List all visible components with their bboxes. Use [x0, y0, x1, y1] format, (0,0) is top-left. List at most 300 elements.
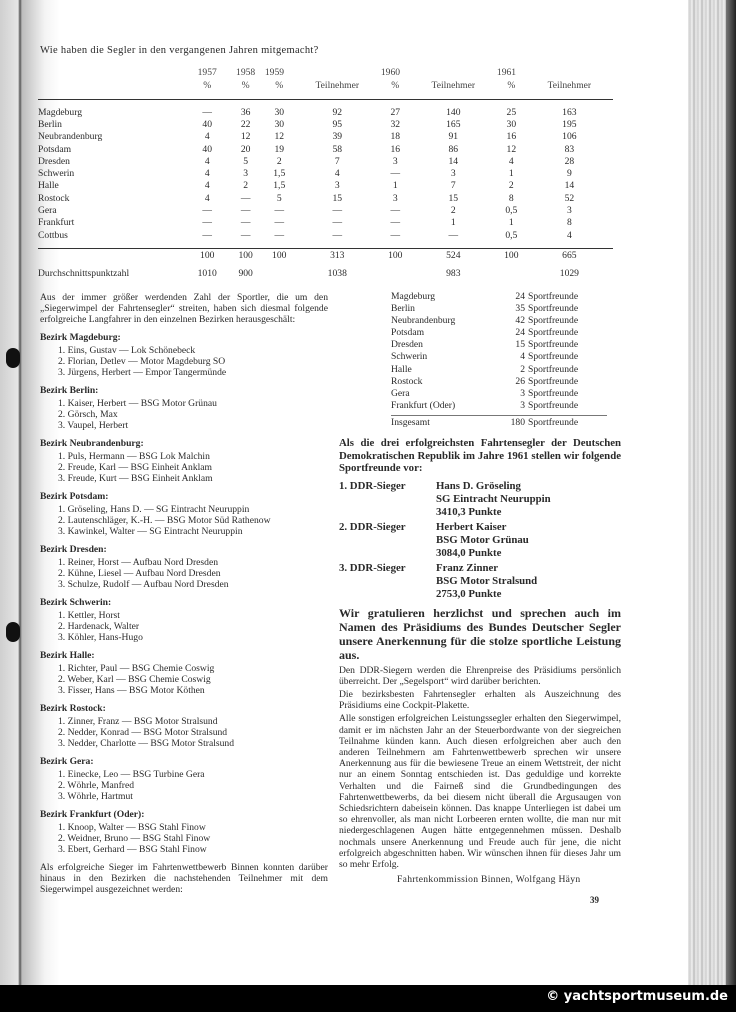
table-cell: 3 [392, 155, 398, 167]
pennant-row [391, 303, 607, 315]
district-lists [40, 332, 328, 855]
table-cell: 39 [332, 131, 343, 143]
table-cell: — [240, 192, 251, 204]
table-cell: 30 [274, 106, 285, 118]
table-cell: 2 [508, 180, 514, 192]
pennant-unit: Sportfreunde [528, 363, 579, 375]
district-entry: 2. Weidner, Bruno — BSG Stahl Finow [58, 833, 211, 844]
district-heading: Bezirk Neubrandenburg: [40, 438, 144, 449]
district-entry: 3. Schulze, Rudolf — Aufbau Nord Dresden [58, 579, 229, 590]
district-heading: Bezirk Berlin: [40, 385, 99, 396]
table-cell: 15 [448, 192, 459, 204]
pennant-unit: Sportfreunde [528, 339, 579, 351]
congratulations-heading: Wir gratulieren herzlichst und sprechen auch im Namen des Präsidiums des Bundes Deutscher Segler unsere Anerkennung für die stolze sportliche Leistung aus. [339, 605, 621, 662]
district-entry: 1. Kettler, Horst [58, 610, 120, 621]
total-cell: 100 [388, 249, 403, 261]
table-cell: 4 [204, 180, 210, 192]
table-cell: 2 [450, 205, 456, 217]
table-cell: 25 [506, 106, 517, 118]
pennant-total: Insgesamt [391, 416, 430, 428]
table-cell: — [202, 229, 212, 241]
table-row [38, 155, 613, 167]
table-cell: 140 [446, 106, 461, 118]
participation-table [38, 66, 613, 280]
table-cell: 7 [334, 155, 340, 167]
pennant-count: 26 [515, 375, 525, 387]
pennant-count: 42 [515, 315, 525, 327]
winner-line: 2753,0 Punkte [436, 587, 502, 600]
district-name: Gera [391, 387, 410, 399]
district-entry: 1. Knoop, Walter — BSG Stahl Finow [58, 822, 206, 833]
district-entry: 1. Einecke, Leo — BSG Turbine Gera [58, 769, 205, 780]
district-block [40, 650, 328, 696]
district-name: Halle [38, 180, 59, 192]
unit-header: % [275, 80, 284, 91]
winner-line: Herbert Kaiser [436, 520, 507, 533]
district-name: Cottbus [38, 229, 68, 241]
winner-line: Franz Zinner [436, 561, 499, 574]
year-header: 1957 [197, 67, 217, 78]
district-block [40, 703, 328, 749]
rule-cell [188, 92, 226, 100]
table-cell: 8 [508, 192, 514, 204]
district-entry: 2. Weber, Karl — BSG Chemie Coswig [58, 674, 211, 685]
winner-line: BSG Motor Grünau [436, 533, 529, 546]
binder-hole [6, 622, 20, 642]
table-cell: 0,5 [505, 205, 518, 217]
year-header: 1958 [236, 67, 256, 78]
district-block [40, 597, 328, 643]
district-entry: 3. Wöhrle, Hartmut [58, 791, 133, 802]
table-row [38, 118, 613, 130]
table-cell: — [390, 217, 401, 229]
table-cell: 22 [240, 118, 251, 130]
district-entry: 2. Wöhrle, Manfred [58, 780, 135, 791]
year-header: 1961 [496, 67, 517, 78]
district-entry: 2. Kühne, Liesel — Aufbau Nord Dresden [58, 568, 221, 579]
total-cell: 100 [200, 249, 215, 261]
pennant-total: Sportfreunde [528, 416, 579, 428]
table-cell: 16 [506, 131, 517, 143]
winner-line: SG Eintracht Neuruppin [436, 492, 551, 505]
pennant-unit: Sportfreunde [528, 291, 579, 302]
pennant-unit: Sportfreunde [528, 303, 579, 315]
header-cell [38, 66, 188, 79]
table-cell: 4 [334, 168, 340, 180]
winner-entry [339, 562, 621, 601]
pennant-row [391, 327, 607, 339]
pennant-row [391, 291, 607, 303]
intro-paragraph: Aus der immer größer werdenden Zahl der Sportler, die um den „Siegerwimpel der Fahrtensegler“ streiten, haben sich diesmal folgende erfolgreiche Langfahrer in den einzelnen Bezirken herausgeschält: [40, 292, 328, 325]
binder-hole [6, 348, 20, 368]
district-heading: Bezirk Magdeburg: [40, 332, 121, 343]
watermark: © yachtsportmuseum.de [546, 989, 728, 1004]
table-cell: — [274, 229, 285, 241]
district-entry: 2. Freude, Karl — BSG Einheit Anklam [58, 462, 213, 473]
district-name: Neubrandenburg [391, 315, 456, 327]
district-entry: 1. Eins, Gustav — Lok Schönebeck [58, 345, 196, 356]
district-entry: 3. Köhler, Hans-Hugo [58, 632, 143, 643]
table-cell: 2 [276, 155, 282, 167]
table-cell: 19 [274, 143, 285, 155]
table-cell: 58 [332, 143, 343, 155]
table-cell: 195 [562, 118, 577, 130]
table-cell: 165 [446, 118, 461, 130]
district-entry: 1. Gröseling, Hans D. — SG Eintracht Neuruppin [58, 504, 250, 515]
district-name: Schwerin [38, 168, 75, 180]
table-cell: 32 [390, 118, 401, 130]
district-name: Magdeburg [38, 106, 83, 118]
winner-line: 3410,3 Punkte [436, 505, 502, 518]
table-cell: — [202, 205, 212, 217]
district-entry: 1. Richter, Paul — BSG Chemie Coswig [58, 663, 215, 674]
table-cell: 52 [564, 192, 575, 204]
district-block [40, 332, 328, 378]
page-number: 39 [590, 895, 599, 906]
table-cell: 30 [506, 118, 517, 130]
rule-cell [497, 241, 526, 249]
district-entry: 1. Reiner, Horst — Aufbau Nord Dresden [58, 557, 219, 568]
rule-cell [497, 92, 526, 100]
pennant-count: 4 [520, 351, 525, 363]
table-cell: 4 [204, 155, 210, 167]
district-name: Potsdam [391, 327, 425, 339]
table-cell: 12 [506, 143, 517, 155]
table-cell: 91 [448, 131, 459, 143]
table-cell: 1 [508, 168, 514, 180]
rule-cell [226, 241, 264, 249]
winner-details [436, 480, 551, 519]
pennant-row [391, 388, 607, 400]
district-entry: 3. Nedder, Charlotte — BSG Motor Stralsund [58, 738, 235, 749]
district-name: Berlin [38, 118, 62, 130]
district-entry: 3. Freude, Kurt — BSG Einheit Anklam [58, 473, 213, 484]
right-column [339, 291, 621, 905]
district-heading: Bezirk Dresden: [40, 544, 107, 555]
table-row [38, 204, 613, 216]
table-cell: 5 [276, 192, 282, 204]
district-entry: 3. Kawinkel, Walter — SG Eintracht Neuruppin [58, 526, 243, 537]
rule-cell [188, 241, 226, 249]
table-row [38, 229, 613, 241]
pennant-count: 2 [520, 363, 525, 375]
pennant-count-list [391, 291, 607, 429]
table-cell: 1,5 [273, 180, 286, 192]
outro-paragraph: Als erfolgreiche Sieger im Fahrtenwettbewerb Binnen konnten darüber hinaus in den Bezirken die nachstehenden Teilnehmer mit dem Siegerwimpel ausgezeichnet werden: [40, 862, 328, 895]
district-block [40, 809, 328, 855]
unit-header: % [391, 80, 400, 91]
district-block [40, 385, 328, 431]
table-cell: 8 [566, 217, 572, 229]
rule-cell [410, 92, 497, 100]
district-name: Frankfurt [38, 217, 75, 229]
district-block [40, 491, 328, 537]
pennant-count: 24 [515, 291, 525, 302]
table-cell: 86 [448, 143, 459, 155]
winners-heading: Als die drei erfolgreichsten Fahrtensegler der Deutschen Demokratischen Republik im Jahre 1961 stellen wir folgende Sportfreunde vor: [339, 437, 621, 475]
winner-line: 3084,0 Punkte [436, 546, 502, 559]
district-name: Rostock [38, 192, 70, 204]
pennant-unit: Sportfreunde [528, 351, 579, 363]
district-entry: 2. Lautenschläger, K.-H. — BSG Motor Süd Rathenow [58, 515, 271, 526]
table-cell: — [240, 217, 251, 229]
pennant-count: 3 [520, 387, 525, 399]
winner-place: 2. DDR-Sieger [339, 520, 406, 533]
year-header: 1959 [264, 67, 285, 78]
header-years-row [38, 66, 613, 79]
table-cell: 92 [332, 106, 343, 118]
district-block [40, 544, 328, 590]
table-row [38, 106, 613, 118]
table-cell: 27 [390, 106, 401, 118]
pennant-total: 180 [510, 416, 525, 428]
winner-place: 1. DDR-Sieger [339, 479, 406, 492]
total-cell: 100 [238, 249, 253, 261]
table-row [38, 180, 613, 192]
average-cell [265, 268, 294, 280]
signature: Fahrtenkommission Binnen, Wolfgang Häyn [397, 874, 581, 886]
district-name: Frankfurt (Oder) [391, 399, 456, 411]
table-question: Wie haben die Segler in den vergangenen Jahren mitgemacht? [40, 45, 319, 56]
table-cell: 16 [390, 143, 401, 155]
rule-cell [381, 92, 410, 100]
table-cell: 14 [564, 180, 575, 192]
body-text [339, 665, 621, 871]
table-cell: — [202, 106, 212, 118]
district-name: Schwerin [391, 351, 428, 363]
total-cell [38, 249, 188, 262]
rule-cell [526, 92, 613, 100]
unit-header: % [507, 80, 516, 91]
header-rule [38, 92, 613, 100]
pennant-unit: Sportfreunde [528, 315, 579, 327]
average-cell: Durchschnittspunktzahl [38, 268, 130, 280]
district-heading: Bezirk Frankfurt (Oder): [40, 809, 145, 820]
rule-cell [294, 241, 381, 249]
pennant-unit: Sportfreunde [528, 399, 579, 411]
district-entry: 2. Hardenack, Walter [58, 621, 140, 632]
district-entry: 1. Zinner, Franz — BSG Motor Stralsund [58, 716, 218, 727]
pennant-unit: Sportfreunde [528, 387, 579, 399]
average-cell: 1038 [327, 268, 347, 280]
totals-row [38, 249, 613, 262]
table-cell: 7 [450, 180, 456, 192]
average-cell [497, 268, 526, 280]
pennant-row [391, 376, 607, 388]
district-name: Dresden [391, 339, 423, 351]
district-entry: 2. Florian, Detlev — Motor Magdeburg SO [58, 356, 226, 367]
table-cell: — [202, 217, 212, 229]
year-header: 1960 [380, 67, 401, 78]
table-cell: 40 [202, 118, 212, 130]
book-page-edges [688, 0, 736, 985]
table-cell: 12 [274, 131, 285, 143]
table-cell: 4 [204, 192, 210, 204]
average-cell: 1029 [559, 268, 579, 280]
total-cell: 524 [446, 249, 461, 261]
pennant-unit: Sportfreunde [528, 375, 579, 387]
district-entry: 2. Görsch, Max [58, 409, 118, 420]
table-cell: 40 [202, 143, 212, 155]
district-entry: 3. Ebert, Gerhard — BSG Stahl Finow [58, 844, 207, 855]
district-name: Gera [38, 205, 57, 217]
table-cell: 4 [204, 168, 210, 180]
table-cell: 36 [240, 106, 251, 118]
rule-cell [38, 92, 188, 100]
table-cell: — [390, 229, 401, 241]
winners-list [339, 480, 621, 601]
district-block [40, 756, 328, 802]
district-name: Rostock [391, 375, 423, 387]
rule-cell [226, 92, 264, 100]
winner-line: BSG Motor Stralsund [436, 574, 538, 587]
table-cell: 106 [562, 131, 577, 143]
rule-cell [410, 241, 497, 249]
table-cell: — [332, 205, 343, 217]
header-cell [38, 79, 188, 92]
unit-header: Teilnehmer [315, 80, 360, 91]
pennant-row [391, 339, 607, 351]
pennant-count: 15 [515, 339, 525, 351]
table-cell: — [240, 229, 251, 241]
district-name: Dresden [38, 155, 70, 167]
pennant-row [391, 351, 607, 363]
table-cell: 3 [334, 180, 340, 192]
table-cell: 4 [204, 131, 210, 143]
pennant-total-row [391, 415, 607, 429]
table-cell: 2 [243, 180, 249, 192]
unit-header: Teilnehmer [547, 80, 592, 91]
winner-line: Hans D. Gröseling [436, 479, 521, 492]
table-cell: 1 [450, 217, 456, 229]
table-cell: 163 [562, 106, 577, 118]
table-row [38, 217, 613, 229]
district-entry: 1. Kaiser, Herbert — BSG Motor Grünau [58, 398, 217, 409]
unit-header: % [203, 80, 212, 91]
district-heading: Bezirk Gera: [40, 756, 94, 767]
body-paragraph: Alle sonstigen erfolgreichen Leistungssegler erhalten den Siegerwimpel, damit er im nächsten Jahr an der Steuerbordwante von der siegreichen Teilnahme künden kann. Auch diesen erfolgreichen aber auch den anderen Teilnehmern am Fahrtenwettbewerb sprechen wir unsere Anerkennung aus für die bewiesene Treue an einem Wettstreit, der nicht nur an einem Sonntag entschieden ist. Das geduldige und korrekte Verhalten und die Fairneß sind die Grundbedingungen des Fahrtenwettbewerbs, da bei diesem nicht überall die Argusaugen von Schiedsrichtern dabeisein können. Das knappe Unterliegen ist dabei um so ehrenvoller, als man nicht Lorbeeren ernten wollte, die man nur mit niedergeschlagenen Augen hätte entgegennehmen müssen. Deshalb nochmals unsere Anerkennung und Freude auch für jene, die nicht erfolgreich abgeschnitten haben. Wir wünschen ihnen für dieses Jahr um so mehr Erfolg. [339, 713, 621, 870]
table-cell: 30 [274, 118, 285, 130]
total-cell: 100 [504, 249, 519, 261]
totals-rule [38, 241, 613, 249]
table-cell: — [448, 229, 459, 241]
winner-details [436, 521, 529, 560]
rule-cell [265, 92, 294, 100]
rule-cell [265, 241, 294, 249]
winner-entry [339, 521, 621, 560]
district-entry: 2. Nedder, Konrad — BSG Motor Stralsund [58, 727, 228, 738]
table-cell: 18 [390, 131, 401, 143]
total-cell: 100 [272, 249, 287, 261]
table-cell: 12 [240, 131, 251, 143]
pennant-count: 35 [515, 303, 525, 315]
table-cell: — [390, 205, 401, 217]
pennant-row [391, 315, 607, 327]
district-entry: 3. Vaupel, Herbert [58, 420, 129, 431]
rule-cell [526, 241, 613, 249]
table-row [38, 131, 613, 143]
pennant-unit: Sportfreunde [528, 327, 579, 339]
pennant-row [391, 364, 607, 376]
table-cell: — [332, 217, 343, 229]
pennant-count: 3 [520, 399, 525, 411]
winner-details [436, 562, 537, 601]
total-cell: 313 [330, 249, 345, 261]
district-name: Neubrandenburg [38, 131, 103, 143]
left-column [40, 292, 328, 895]
pennant-count: 24 [515, 327, 525, 339]
table-cell: — [390, 168, 401, 180]
table-cell: 4 [508, 155, 514, 167]
table-cell: 3 [566, 205, 572, 217]
rule-cell [294, 92, 381, 100]
table-cell: — [274, 217, 285, 229]
table-cell: — [240, 205, 251, 217]
average-cell: 1010 [197, 268, 217, 280]
table-cell: 95 [332, 118, 343, 130]
average-cell: 983 [446, 268, 461, 280]
winner-place: 3. DDR-Sieger [339, 561, 406, 574]
table-cell: 1,5 [273, 168, 286, 180]
pennant-row [391, 400, 607, 412]
table-cell: 3 [450, 168, 456, 180]
table-row [38, 167, 613, 179]
rule-cell [381, 241, 410, 249]
table-cell: 9 [566, 168, 572, 180]
district-heading: Bezirk Rostock: [40, 703, 106, 714]
unit-header: Teilnehmer [431, 80, 476, 91]
table-cell: 1 [508, 217, 514, 229]
table-cell: — [274, 205, 285, 217]
district-entry: 3. Fisser, Hans — BSG Motor Köthen [58, 685, 205, 696]
table-cell: 5 [243, 155, 249, 167]
district-name: Halle [391, 363, 412, 375]
district-heading: Bezirk Schwerin: [40, 597, 112, 608]
table-cell: 83 [564, 143, 575, 155]
table-cell: 15 [332, 192, 343, 204]
table-cell: — [332, 229, 343, 241]
table-cell: 3 [243, 168, 249, 180]
table-cell: 0,5 [505, 229, 518, 241]
total-cell: 665 [562, 249, 577, 261]
table-cell: 4 [566, 229, 572, 241]
district-heading: Bezirk Potsdam: [40, 491, 109, 502]
district-heading: Bezirk Halle: [40, 650, 95, 661]
table-cell: 28 [564, 155, 575, 167]
table-cell: 3 [392, 192, 398, 204]
table-cell: 14 [448, 155, 459, 167]
body-paragraph: Die bezirksbesten Fahrtensegler erhalten als Auszeichnung des Präsidiums eine Cockpit-Plakette. [339, 688, 621, 712]
district-entry: 3. Jürgens, Herbert — Empor Tangermünde [58, 367, 227, 378]
unit-header: % [241, 80, 250, 91]
rule-cell [38, 241, 188, 249]
header-units-row [38, 79, 613, 92]
table-cell: 20 [240, 143, 251, 155]
table-row [38, 143, 613, 155]
average-row [38, 268, 613, 280]
district-name: Magdeburg [391, 291, 436, 302]
winner-entry [339, 480, 621, 519]
district-name: Berlin [391, 303, 415, 315]
average-cell [381, 268, 410, 280]
average-cell: 900 [238, 268, 253, 280]
table-row [38, 192, 613, 204]
table-cell: 1 [392, 180, 398, 192]
district-block [40, 438, 328, 484]
district-entry: 1. Puls, Hermann — BSG Lok Malchin [58, 451, 210, 462]
body-paragraph: Den DDR-Siegern werden die Ehrenpreise des Präsidiums persönlich überreicht. Der „Segelsport“ wird darüber berichten. [339, 664, 621, 687]
district-name: Potsdam [38, 143, 72, 155]
